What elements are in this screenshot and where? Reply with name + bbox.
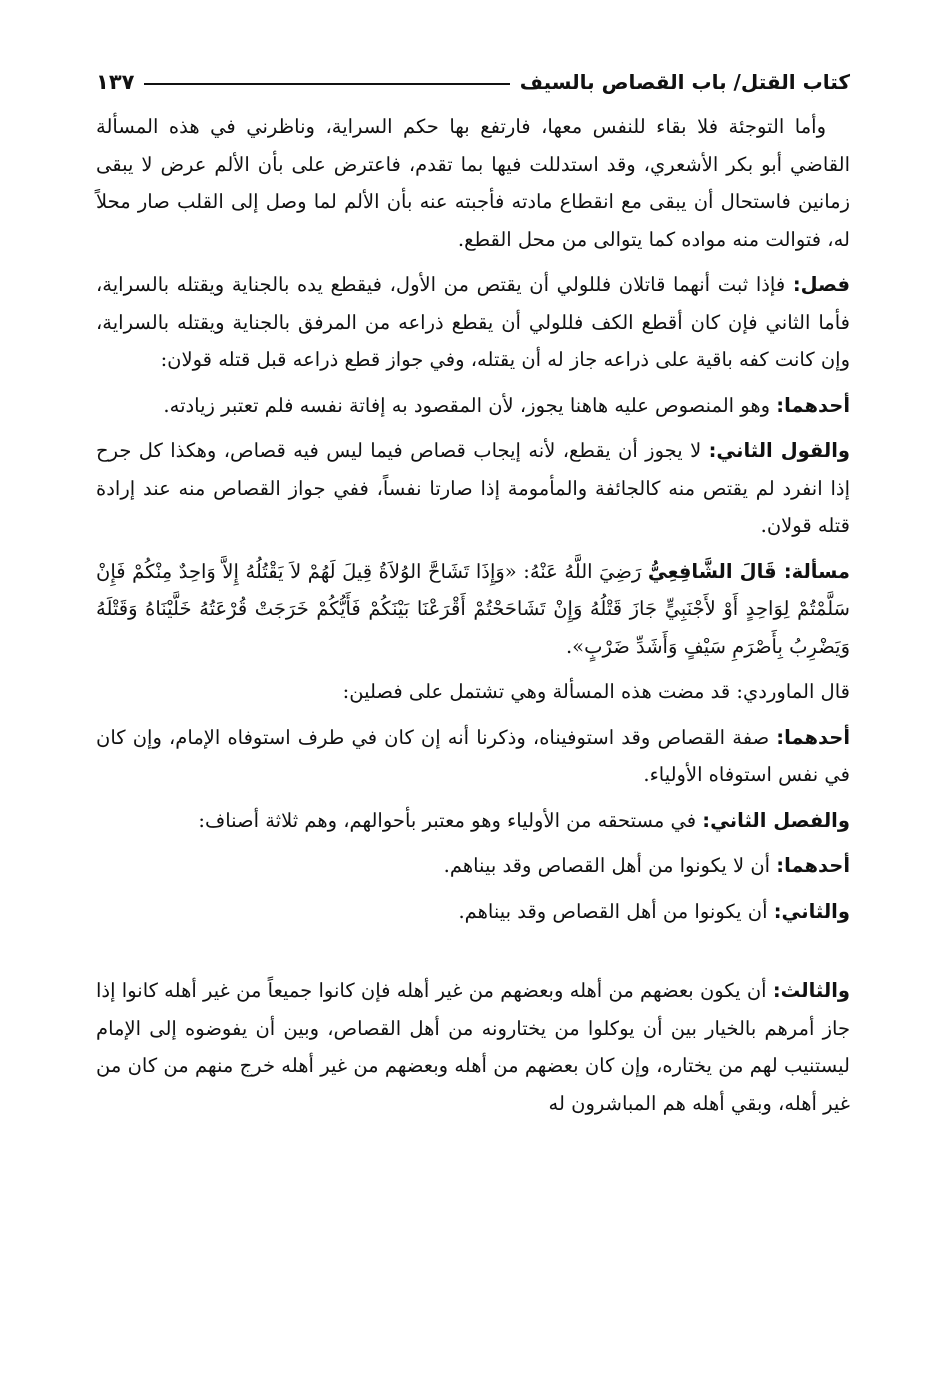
section-heading: فصل:: [792, 273, 850, 296]
paragraph-masala: مسألة: قَالَ الشَّافِعِيُّ رَضِيَ اللَّهُ عَنْهُ: «وَإِذَا تَشَاحَّ الوُلاَةُ قِيلَ لَهُمْ لاَ يَقْتُلُهُ إِلاَّ وَاحِدٌ مِنْكُمْ فَإِنْ سَلَّمْتُمْ لِوَاحِدٍ أَوْ لأَجْنَبِيٍّ جَازَ قَتْلُهُ وَإِنْ تَشَاحَحْتُمْ أَقْرَعْنَا بَيْنَكُمْ فَأَيُّكُمْ خَرَجَتْ قُرْعَتُهُ خَلَّيْنَاهُ وَقَتْلَهُ وَيَضْرِبُ بِأَصْرَمِ سَيْفٍ وَأَشَدِّ ضَرْبٍ».: [96, 559, 851, 658]
paragraph-1: وأما التوجئة فلا بقاء للنفس معها، فارتفع بها حكم السراية، وناظرني في هذه المسألة القاضي أبو بكر الأشعري، وقد استدللت فيها بما تقدم، فاعترض على بأن الألم عرض لا يبقى زمانين فاستحال أن يبقى مع انقطاع مادته فأجبته عنه بأن الألم لما وصل إلى القلب صار محلاً له، فتوالت منه مواده كما يتوالى من محل القطع.: [96, 115, 850, 251]
page-header: [96, 62, 850, 102]
paragraph-mawardi: قال الماوردي: قد مضت هذه المسألة وهي تشتمل على فصلين:: [342, 680, 850, 703]
paragraph-first-section: أحدهما: صفة القصاص وقد استوفيناه، وذكرنا أنه إن كان في طرف استوفاه الإمام، وإن كان في نفس استوفاه الأولياء.: [96, 725, 850, 786]
paragraph-second-opinion: والقول الثاني: لا يجوز أن يقطع، لأنه إيجاب قصاص فيما ليس فيه قصاص، وهكذا كل جرح إذا انفرد لم يقتص منه كالجائفة والمأمومة إذا صارتا نفساً، ففي جواز القصاص منه عند إرادة قتله قولان.: [96, 439, 851, 537]
masala-heading: مسألة: قَالَ الشَّافِعِيُّ: [647, 559, 851, 583]
paragraph-fasl: فصل: فإذا ثبت أنهما قاتلان فللولي أن يقتص من الأول، فيقطع يده بالجناية ويقتله بالسراية، فأما الثاني فإن كان أقطع الكف فللولي أن يقطع ذراعه من المرفق بالجناية ويقتله بالسراية، وإن كانت كفه باقية على ذراعه جاز له أن يقتله، وفي جواز قطع ذراعه قبل قتله قولان:: [96, 273, 850, 371]
paragraph-type-three: والثالث: أن يكون بعضهم من أهله وبعضهم من غير أهله فإن كانوا جميعاً من غير أهله كانوا إذا جاز أمرهم بالخيار بين أن يوكلوا من يختارونه من أهل القصاص، وبين أن يفوضوه إلى الإمام ليستنيب لهم من يختاره، وإن كان بعضهم من أهله وبعضهم من غير أهله خرج منهم من كان من غير أهله، وبقي أهله هم المباشرون له: [96, 979, 850, 1115]
paragraph-second-section: والفصل الثاني: في مستحقه من الأولياء وهو معتبر بأحوالهم، وهم ثلاثة أصناف:: [198, 808, 850, 832]
header-rule: [144, 83, 509, 85]
page-number: ١٣٧: [96, 70, 135, 94]
body-text: [96, 108, 850, 1122]
paragraph-type-two: والثاني: أن يكونوا من أهل القصاص وقد بيناهم.: [458, 899, 850, 923]
paragraph-gap: [96, 938, 850, 972]
paragraph-first-opinion: أحدهما: وهو المنصوص عليه هاهنا يجوز، لأن المقصود به إفاتة نفسه فلم تعتبر زيادته.: [163, 393, 850, 417]
paragraph-type-one: أحدهما: أن لا يكونوا من أهل القصاص وقد بيناهم.: [443, 854, 850, 877]
running-title: كتاب القتل/ باب القصاص بالسيف: [519, 70, 850, 94]
